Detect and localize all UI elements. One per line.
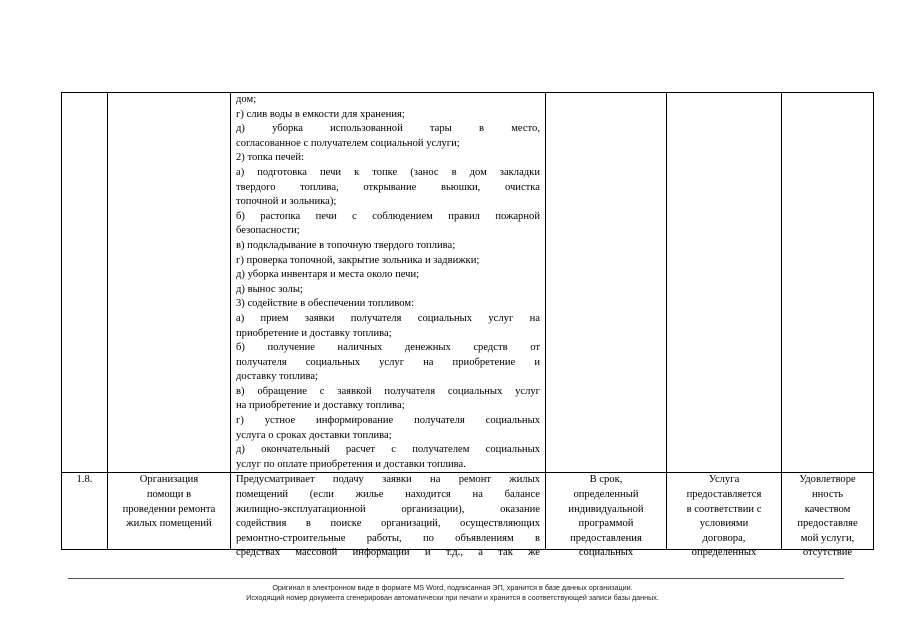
cell-service-description (231, 473, 546, 559)
text-line: в) обращение с заявкой получателя социальных услуг (236, 385, 540, 397)
text-line: б) получение наличных денежных средств от (236, 342, 540, 354)
text-line: д) вынос золы; (236, 283, 303, 295)
cell-number (62, 473, 108, 550)
text-line: г) слив воды в емкости для хранения; (236, 108, 405, 120)
text-line: Услуга (708, 474, 740, 486)
footer-divider (68, 578, 844, 579)
text-line: а) подготовка печи к топке (занос в дом закладки (236, 166, 540, 178)
text-line: получателя социальных услуг на приобретение и (236, 356, 540, 368)
text-line: мой услуги, (800, 532, 855, 544)
text-line: 3) содействие в обеспечении топливом: (236, 298, 415, 310)
text-line: предоставляется (686, 489, 762, 501)
text-line: отсутствие (802, 547, 853, 559)
text-line: В срок, (589, 474, 623, 486)
cell-conditions (667, 473, 782, 559)
text-line: социальных (578, 547, 634, 559)
text-line: согласованное с получателем социальной услуги; (236, 137, 460, 149)
text-line: на приобретение и доставку топлива; (236, 400, 405, 412)
text-line: услуг по оплате приобретения и доставки топлива. (236, 458, 466, 470)
description-lines (236, 93, 540, 472)
text-line: содействия в поиске организаций, осуществляющих (236, 518, 540, 530)
text-line: средствах массовой информации и т.д., а так же (236, 547, 540, 559)
text-line: 2) топка печей: (236, 152, 305, 164)
footer-note-number: Исходящий номер документа сгенерирован автоматически при печати и хранится в соответствующей записи базы данных. (246, 593, 659, 602)
cell-term (546, 473, 667, 559)
text-line: жилищно-эксплуатационной организации), оказание (236, 503, 540, 515)
text-line: твердого топлива, открывание вьюшки, очистка (236, 181, 540, 193)
text-line: доставку топлива; (236, 371, 318, 383)
text-line: определенных (691, 547, 757, 559)
text-line: топочной и зольника); (236, 196, 337, 208)
services-table (61, 92, 874, 559)
text-line: проведении ремонта (122, 503, 216, 515)
cell-conditions (667, 93, 782, 473)
text-line: в соответствии с (686, 503, 762, 515)
text-line: Организация (139, 474, 199, 486)
text-line: безопасности; (236, 225, 300, 237)
text-line: услуга о сроках доставки топлива; (236, 429, 392, 441)
text-line: Удовлетворе (799, 474, 856, 486)
text-line: качеством (804, 503, 851, 515)
footer-note-original: Оригинал в электронном виде в формате MS Word, подписанная ЭП, хранится в базе данных организации. (272, 583, 633, 592)
text-line: предоставляе (797, 518, 858, 530)
text-line: ремонтно-строительные работы, по объявлениям в (236, 532, 540, 544)
row-number: 1.8. (76, 474, 93, 486)
cell-number (62, 93, 108, 473)
text-line: условиями (699, 518, 749, 530)
table-row-continued (62, 93, 874, 473)
quality-lines (787, 473, 868, 559)
cell-quality (782, 93, 874, 473)
text-line: предоставления (570, 532, 642, 544)
conditions-lines (672, 473, 776, 559)
text-line: д) уборка использованной тары в место, (236, 123, 540, 135)
text-line: г) проверка топочной, закрытие зольника и задвижки; (236, 254, 480, 266)
cell-service-name (108, 93, 231, 473)
text-line: нность (811, 489, 844, 501)
text-line: Предусматривает подачу заявки на ремонт жилых (236, 474, 540, 486)
description-lines (236, 473, 540, 559)
text-line: дом; (236, 94, 257, 105)
text-line: в) подкладывание в топочную твердого топлива; (236, 239, 456, 251)
text-line: помощи в (146, 489, 192, 501)
text-line: определенный (573, 489, 639, 501)
table-row-1-8 (62, 473, 874, 550)
cell-service-description (231, 93, 546, 473)
text-line: а) прием заявки получателя социальных услуг на (236, 312, 540, 324)
term-lines (551, 473, 661, 559)
text-line: программой (578, 518, 634, 530)
text-line: д) уборка инвентаря и места около печи; (236, 269, 420, 281)
text-line: приобретение и доставку топлива; (236, 327, 392, 339)
cell-service-name (108, 473, 231, 550)
text-line: помещений (если жилье находится на балансе (236, 489, 540, 501)
text-line: д) окончательный расчет с получателем социальных (236, 444, 540, 456)
text-line: г) устное информирование получателя социальных (236, 415, 540, 427)
text-line: договора, (702, 532, 746, 544)
cell-term (546, 93, 667, 473)
service-name-lines (113, 473, 225, 549)
text-line: б) растопка печи с соблюдением правил пожарной (236, 210, 540, 222)
text-line: индивидуальной (568, 503, 644, 515)
text-line: жилых помещений (126, 518, 212, 530)
cell-quality (782, 473, 874, 559)
